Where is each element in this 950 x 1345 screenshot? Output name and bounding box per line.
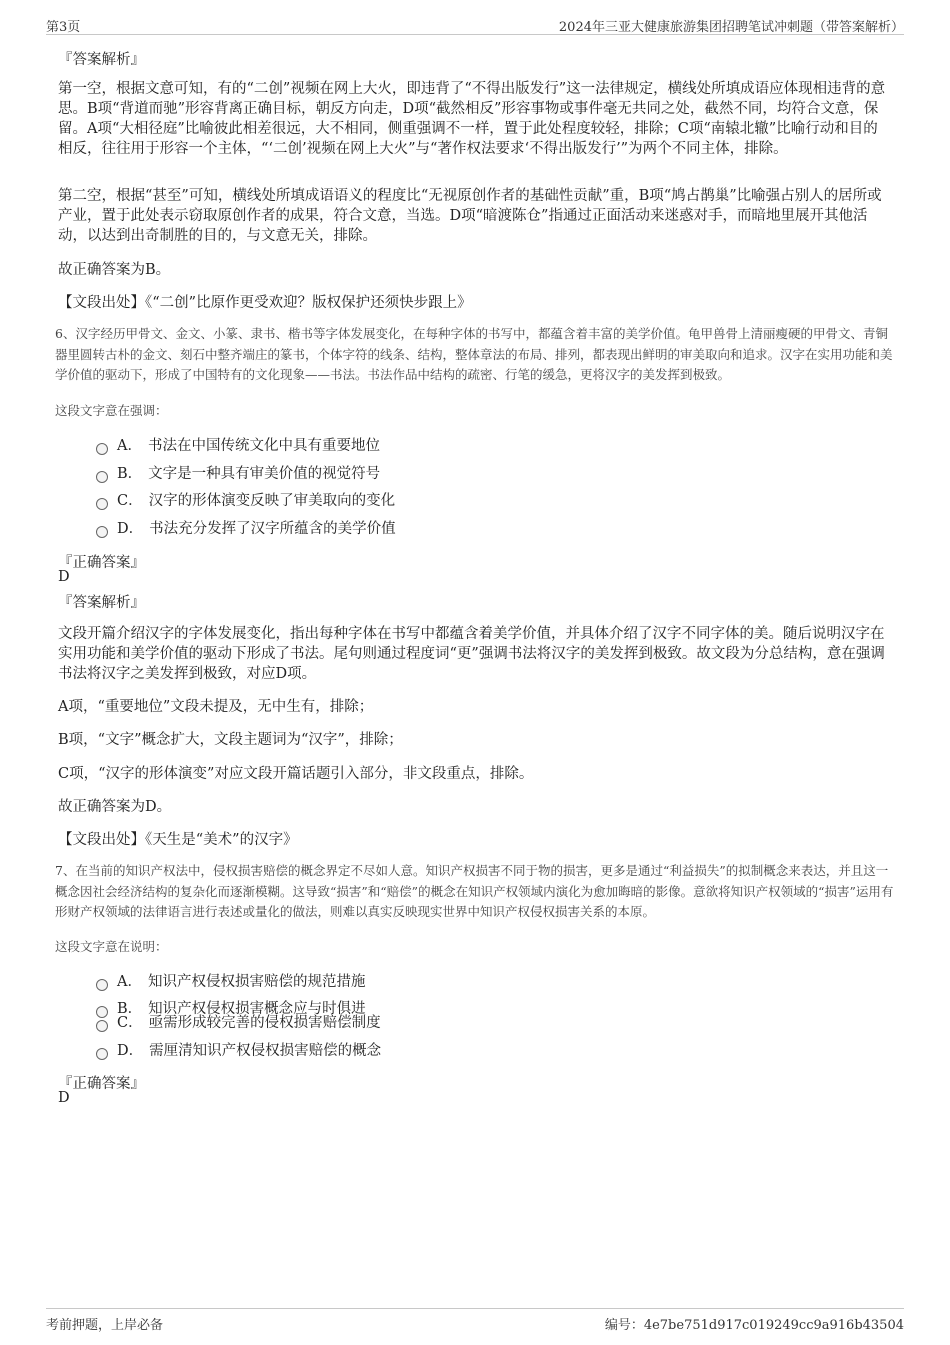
q6-option-a[interactable]: A． 书法在中国传统文化中具有重要地位 <box>96 436 380 456</box>
radio-icon[interactable] <box>96 979 108 991</box>
q6-analysis-a: A项，“重要地位”文段未提及，无中生有，排除； <box>58 699 374 715</box>
q5-conclusion: 故正确答案为B。 <box>58 262 171 278</box>
document-title: 2024年三亚大健康旅游集团招聘笔试冲刺题（带答案解析） <box>558 20 904 35</box>
q5-analysis-label: 『答案解析』 <box>58 52 145 68</box>
q7-option-d[interactable]: D． 需厘清知识产权侵权损害赔偿的概念 <box>96 1041 381 1061</box>
footer-slogan: 考前押题，上岸必备 <box>46 1318 164 1333</box>
radio-icon[interactable] <box>96 471 108 483</box>
page-number: 第3页 <box>46 20 81 35</box>
document-code: 编号：4e7be751d917c019249cc9a916b43504 <box>604 1318 904 1333</box>
q5-source: 【文段出处】《“二创”比原作更受欢迎？版权保护还须快步跟上》 <box>58 295 472 311</box>
q6-analysis-c: C项，“汉字的形体演变”对应文段开篇话题引入部分，非文段重点，排除。 <box>58 766 534 782</box>
q7-option-b[interactable]: B． 知识产权侵权损害概念应与时俱进 <box>96 999 366 1019</box>
q7-option-a[interactable]: A． 知识产权侵权损害赔偿的规范措施 <box>96 972 365 992</box>
q5-analysis-para1: 第一空，根据文意可知，有的“二创”视频在网上大火，即违背了“不得出版发行”这一法律规定，横线处所填成语应体现相违背的意思。B项“背道而驰”形容背离正确目标，朝反方向走，D项“截然相反”形容事物或事件毫无共同之处，截然不同，均符合文意，保留。A项“大相径庭”比喻彼此相差很远，大不相同，侧重强调不一样，置于此处程度较轻，排除；C项“南辕北辙”比喻行动和目的相反，往往用于形容一个主体，“‘二创’视频在网上大火”与“著作权法要求‘不得出版发行’”为两个不同主体，排除。 <box>58 81 886 157</box>
q6-answer-label: 『正确答案』 <box>58 555 145 571</box>
q6-analysis-para: 文段开篇介绍汉字的字体发展变化，指出每种字体在书写中都蕴含着美学价值，并具体介绍了汉字不同字体的美。随后说明汉字在实用功能和美学价值的驱动下形成了书法。尾句则通过程度词“更”强调书法将汉字的美发挥到极致。故文段为分总结构，意在强调书法将汉字之美发挥到极致，对应D项。 <box>58 626 885 682</box>
page-footer <box>46 1308 904 1331</box>
radio-icon[interactable] <box>96 498 108 510</box>
radio-icon[interactable] <box>96 1020 108 1032</box>
radio-icon[interactable] <box>96 526 108 538</box>
q6-conclusion: 故正确答案为D。 <box>58 799 172 815</box>
q6-source: 【文段出处】《天生是“美术”的汉字》 <box>58 832 298 848</box>
q6-option-b[interactable]: B． 文字是一种具有审美价值的视觉符号 <box>96 464 380 484</box>
q7-option-c[interactable]: C． 亟需形成较完善的侵权损害赔偿制度 <box>96 1013 381 1033</box>
q7-answer-label: 『正确答案』 <box>58 1076 145 1092</box>
q7-answer: D <box>58 1090 70 1106</box>
radio-icon[interactable] <box>96 443 108 455</box>
q6-option-d[interactable]: D． 书法充分发挥了汉字所蕴含的美学价值 <box>96 519 396 539</box>
radio-icon[interactable] <box>96 1048 108 1060</box>
q6-option-c[interactable]: C． 汉字的形体演变反映了审美取向的变化 <box>96 491 395 511</box>
page-header <box>46 14 904 35</box>
q6-question-text: 6、汉字经历甲骨文、金文、小篆、隶书、楷书等字体发展变化，在每种字体的书写中，都蕴含着丰富的美学价值。龟甲兽骨上清丽瘦硬的甲骨文、青铜器里圆转古朴的金文、刻石中整齐端庄的篆书，个体字符的线条、结构，整体章法的布局、排列，都表现出鲜明的审美取向和追求。汉字在实用功能和美学价值的驱动下，形成了中国特有的文化现象——书法。书法作品中结构的疏密、行笔的缓急，更将汉字的美发挥到极致。 <box>55 326 893 382</box>
q6-answer: D <box>58 569 70 585</box>
q6-analysis-b: B项，“文字”概念扩大，文段主题词为“汉字”，排除； <box>58 732 403 748</box>
q6-analysis-label: 『答案解析』 <box>58 595 145 611</box>
q7-stem: 这段文字意在说明： <box>55 939 168 954</box>
q7-question-text: 7、在当前的知识产权法中，侵权损害赔偿的概念界定不尽如人意。知识产权损害不同于物的损害，更多是通过“利益损失”的拟制概念来表达，并且这一概念因社会经济结构的复杂化而逐渐模糊。这导致“损害”和“赔偿”的概念在知识产权领域内演化为愈加晦暗的影像。意欲将知识产权领域的“损害”运用有形财产权领域的法律语言进行表述或量化的做法，则难以真实反映现实世界中知识产权侵权损害关系的本原。 <box>55 863 894 919</box>
q5-analysis-para2: 第二空，根据“甚至”可知，横线处所填成语语义的程度比“无视原创作者的基础性贡献”重，B项“鸠占鹊巢”比喻强占别人的居所或产业，置于此处表示窃取原创作者的成果，符合文意，当选。D项“暗渡陈仓”指通过正面活动来迷惑对手，而暗地里展开其他活动，以达到出奇制胜的目的，与文意无关，排除。 <box>58 188 882 244</box>
q6-stem: 这段文字意在强调： <box>55 403 168 418</box>
